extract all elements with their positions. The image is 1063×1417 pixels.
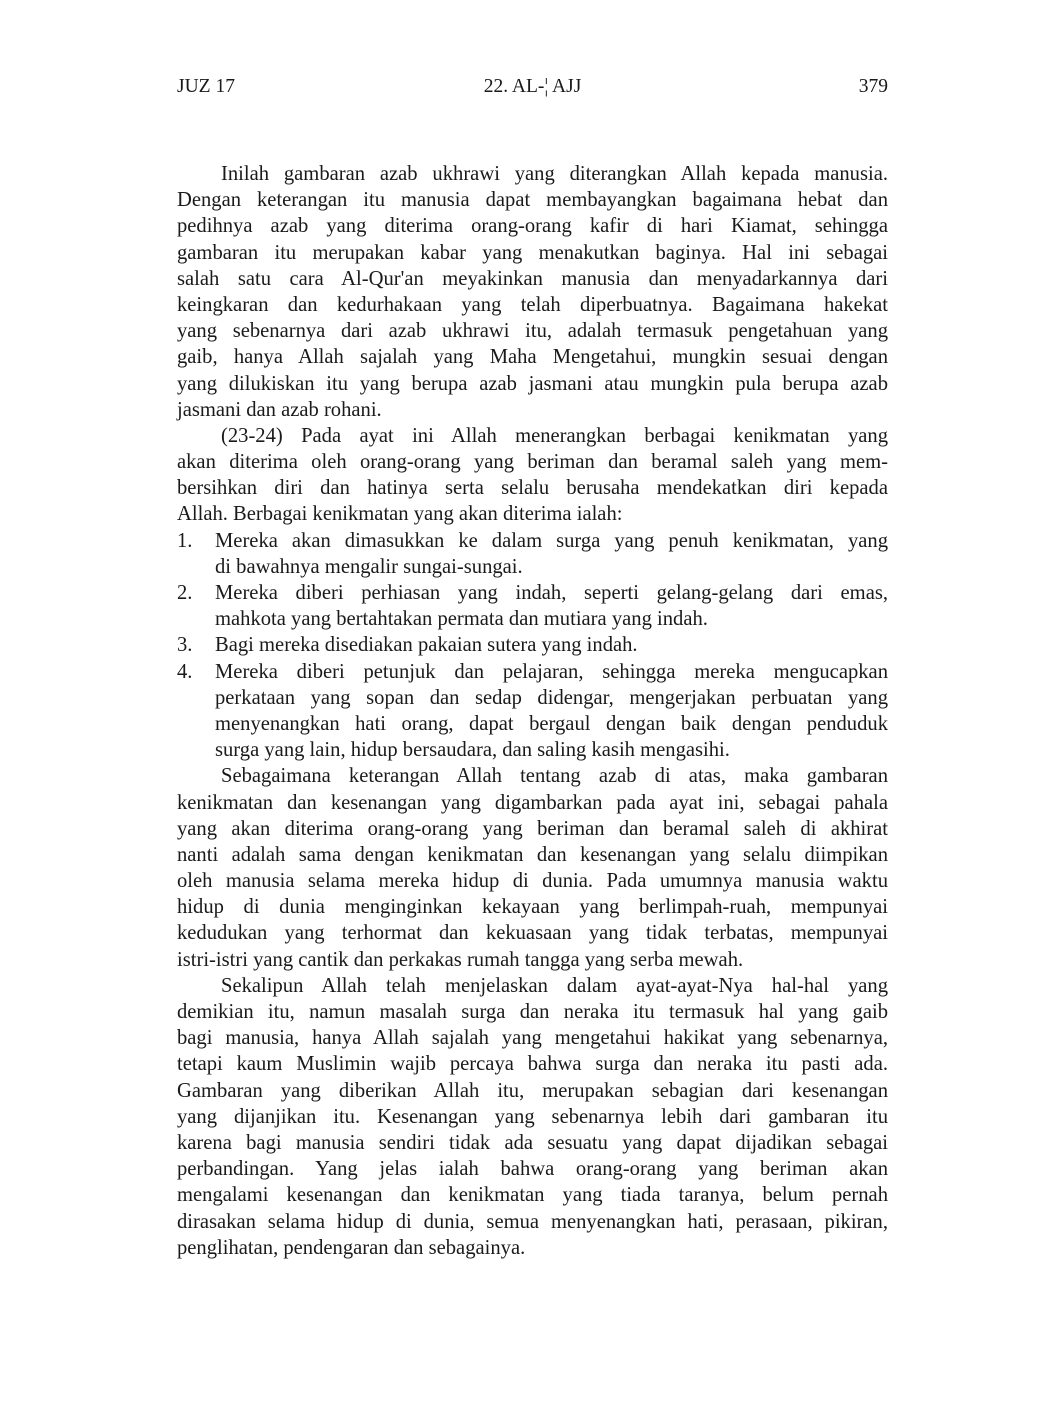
- running-header: [177, 74, 888, 100]
- text-line: gaib, hanya Allah sajalah yang Maha Mengetahui, mungkin sesuai dengan: [177, 346, 888, 369]
- text-line: jasmani dan azab rohani.: [177, 398, 382, 421]
- list-item: [177, 659, 888, 764]
- text-line: Mereka akan dimasukkan ke dalam surga yang penuh kenikmatan, yang: [215, 529, 888, 552]
- text-line: tetapi kaum Muslimin wajib percaya bahwa surga dan neraka itu pasti ada.: [177, 1053, 888, 1076]
- text-line: keingkaran dan kedurhakaan yang telah diperbuatnya. Bagaimana hakekat: [177, 293, 888, 316]
- text-line: Mereka diberi perhiasan yang indah, seperti gelang-gelang dari emas,: [215, 582, 888, 604]
- list-number: 2.: [177, 582, 193, 604]
- list-item: [177, 528, 888, 580]
- text-line: Sekalipun Allah telah menjelaskan dalam ayat-ayat-Nya hal-hal yang: [221, 974, 888, 997]
- text-line: perkataan yang sopan dan sedap didengar, mengerjakan perbuatan yang: [215, 686, 888, 709]
- paragraph: [177, 763, 888, 973]
- surah-title: 22. AL-¦ AJJ: [483, 76, 582, 97]
- text-line: surga yang lain, hidup bersaudara, dan saling kasih mengasihi.: [215, 739, 730, 762]
- text-line: Sebagaimana keterangan Allah tentang azab di atas, maka gambaran: [221, 765, 888, 788]
- text-line: Inilah gambaran azab ukhrawi yang diterangkan Allah kepada manusia.: [221, 163, 888, 185]
- list-number: 3.: [177, 634, 193, 657]
- paragraph: [177, 973, 888, 1261]
- paragraph: [177, 423, 888, 528]
- text-line: di bawahnya mengalir sungai-sungai.: [215, 555, 523, 578]
- text-line: demikian itu, namun masalah surga dan neraka itu termasuk hal yang gaib: [177, 1001, 888, 1023]
- text-line: perbandingan. Yang jelas ialah bahwa orang-orang yang beriman akan: [177, 1158, 888, 1181]
- list-item: [177, 632, 888, 658]
- text-line: karena bagi manusia sendiri tidak ada sesuatu yang dapat dijadikan sebagai: [177, 1131, 888, 1154]
- list-number: 1.: [177, 529, 193, 552]
- text-line: menyenangkan hati orang, dapat bergaul dengan baik dengan penduduk: [215, 712, 888, 735]
- list-item: [177, 580, 888, 632]
- text-line: bagi manusia, hanya Allah sajalah yang mengetahui hakikat yang sebenarnya,: [177, 1027, 888, 1050]
- text-line: mengalami kesenangan dan kenikmatan yang tiada taranya, belum pernah: [177, 1184, 888, 1207]
- text-line: yang sebenarnya dari azab ukhrawi itu, adalah termasuk pengetahuan yang: [177, 320, 888, 343]
- text-line: nanti adalah sama dengan kenikmatan dan kesenangan yang selalu diimpikan: [177, 843, 888, 866]
- text-line: yang dilukiskan itu yang berupa azab jasmani atau mungkin pula berupa azab: [177, 372, 888, 395]
- text-line: dirasakan selama hidup di dunia, semua menyenangkan hati, perasaan, pikiran,: [177, 1210, 888, 1233]
- text-line: (23-24) Pada ayat ini Allah menerangkan berbagai kenikmatan yang: [221, 424, 888, 447]
- text-line: penglihatan, pendengaran dan sebagainya.: [177, 1236, 526, 1259]
- text-line: bersihkan diri dan hatinya serta selalu berusaha mendekatkan diri kepada: [177, 477, 888, 500]
- text-line: mahkota yang bertahtakan permata dan mutiara yang indah.: [215, 608, 708, 631]
- text-line: oleh manusia selama mereka hidup di dunia. Pada umumnya manusia waktu: [177, 870, 888, 893]
- text-line: pedihnya azab yang diterima orang-orang kafir di hari Kiamat, sehingga: [177, 215, 888, 238]
- text-line: Bagi mereka disediakan pakaian sutera yang indah.: [215, 634, 638, 657]
- text-line: Mereka diberi petunjuk dan pelajaran, sehingga mereka mengucapkan: [215, 660, 888, 683]
- text-line: istri-istri yang cantik dan perkakas rumah tangga yang serba mewah.: [177, 948, 744, 971]
- juz-label: JUZ 17: [177, 76, 235, 97]
- text-line: kenikmatan dan kesenangan yang digambarkan pada ayat ini, sebagai pahala: [177, 791, 888, 814]
- text-line: yang dijanjikan itu. Kesenangan yang sebenarnya lebih dari gambaran itu: [177, 1105, 888, 1128]
- text-line: salah satu cara Al-Qur'an meyakinkan manusia dan menyadarkannya dari: [177, 267, 888, 290]
- text-line: gambaran itu merupakan kabar yang menakutkan baginya. Hal ini sebagai: [177, 241, 888, 264]
- text-line: akan diterima oleh orang-orang yang beriman dan beramal saleh yang mem-: [177, 451, 888, 474]
- text-line: Dengan keterangan itu manusia dapat membayangkan bagaimana hebat dan: [177, 189, 888, 212]
- paragraph: [177, 161, 888, 423]
- list-number: 4.: [177, 660, 193, 683]
- page-number: 379: [858, 76, 888, 97]
- text-line: Allah. Berbagai kenikmatan yang akan diterima ialah:: [177, 503, 623, 526]
- text-line: kedudukan yang terhormat dan kekuasaan yang tidak terbatas, mempunyai: [177, 922, 888, 945]
- text-line: hidup di dunia menginginkan kekayaan yang berlimpah-ruah, mempunyai: [177, 896, 888, 919]
- body-text: [177, 161, 888, 1261]
- numbered-list: [177, 528, 888, 764]
- text-line: yang akan diterima orang-orang yang beriman dan beramal saleh di akhirat: [177, 817, 888, 840]
- text-line: Gambaran yang diberikan Allah itu, merupakan sebagian dari kesenangan: [177, 1079, 888, 1102]
